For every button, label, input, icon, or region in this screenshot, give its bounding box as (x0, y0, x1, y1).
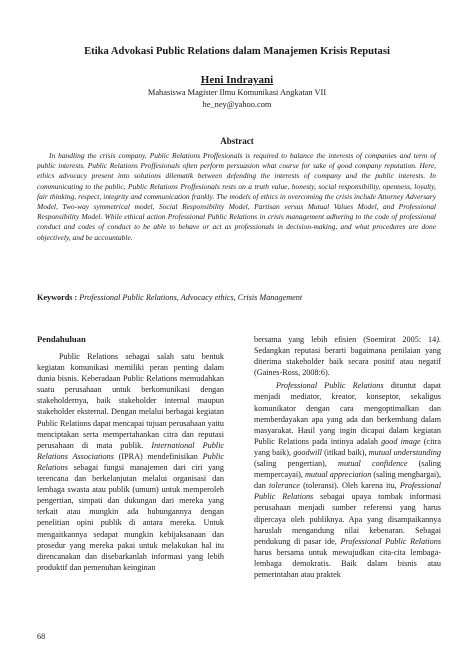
right-p2-text-h: sebagai upaya tombak informasi perusahaan menjadi sumber referensi yang harus dipercaya oleh publiknya. Apa yang disampaikannya haruslah mengandung nilai kebenaran. Sebagai pendukung di pasar ide, (254, 492, 441, 546)
right-paragraph-continued (254, 334, 441, 378)
left-p1-text-b: (IPRA) mendefinisikan (113, 451, 203, 461)
right-p2-text-c: (itikad baik), (321, 447, 369, 457)
right-p2-text-g: (toleransi). Oleh karena itu, (299, 481, 400, 491)
right-p2-italic-8: Professional Public Relations (340, 536, 442, 546)
right-p2-italic-4: mutual confidence (338, 459, 408, 469)
right-p2-text-f: (saling menghargai), dan (254, 470, 442, 491)
right-p2-text-d: (saling pengertian), (254, 459, 339, 469)
right-p0-text-a: bersama yang lebih efisien (Soemirat 2005: 14 (254, 335, 437, 344)
abstract-text: In handling the crisis company, Public Relations Proffesionals is required to balance the interests of companies and term of public interests. Public Relations Proffesionals often perform persuasion what course for sake of good company reputation. Here, ethics advocacy present into solutions dilematik between defending the interests of company and the public interests. In communicating to the public, Public Relations Proffesionals rests on a truth value, honesty, social responsibility, openness, loyalty, fair thinking, respect, integrity and communication frankly. The models of ethics in overcoming the crisis include Attorney Adversary Model, Two-way symmetrical model, Social Responsibility Model, Partisan versus Mutual Values Model, and Professional Responsibility Model. While ethical action Professional Public Relations in crisis management adhering to the code of professional conduct and codes of conduct to be able to behave or act as professionals in decision-making, and what procedures are done objectively, and be accountable. (37, 151, 436, 242)
keywords-label: Keywords : (37, 293, 78, 302)
right-p2-italic-2: goodwill (293, 447, 322, 457)
keywords-line (37, 293, 457, 302)
keywords-text: Professional Public Relations, Advocacy ethics, Crisis Management (79, 293, 303, 302)
author-name: Heni Indrayani (200, 74, 274, 86)
left-p1-text-a: Public Relations sebagai salah satu bentuk kegiatan komunikasi memiliki peran penting dalam dunia bisnis. Keberadaan Public Relations memudahkan suatu perusahaan untuk berkomunikasi dengan stakeholdernya, baik stakeholder internal maupun stakeholder eksternal. Dengan melalui berbagai kegiatan Public Relations dapat mencapai tujuan perusahaan yaitu menciptakan serta mempertahankan citra dan reputasi perusahaan di mata publik. (37, 352, 224, 450)
left-p1-text-c: sebagai fungsi manajemen dari ciri yang terencana dan berkelanjutan melalui organisasi dan lembaga swasta atau publik (umum) untuk memperoleh pengertian, simpati dan dukungan dari mereka yang terkait atau mungkin ada hubungannya dengan penelitian opini publik di antara mereka. Untuk mengaitkannya sedapat mungkin kebijaksanaan dan prosedur yang mereka pakai untuk melakukan hal itu direncanakan dan disebarkanlah informasi yang lebih produktif dan pemenuhan keinginan (37, 462, 224, 572)
paper-title: Etika Advokasi Public Relations dalam Manajemen Krisis Reputasi (84, 46, 390, 57)
author-affiliation: Mahasiswa Magister Ilmu Komunikasi Angkatan VII (147, 88, 327, 97)
right-p2-italic-1: good image (381, 436, 421, 446)
left-column (37, 351, 224, 573)
right-p2-italic-7: Professional Public Relations (254, 481, 441, 502)
left-paragraph (37, 351, 224, 573)
section-heading: Pendahuluan (37, 334, 86, 344)
right-p0-italic: ). (436, 335, 441, 344)
right-p2-text-j: harus bersama untuk mewujudkan cita-cita lembaga-lembaga demokratis. Baik dalam bisnis atau pemerintahan atau praktek (254, 547, 441, 579)
right-p2-italic-6: tolerance (269, 481, 300, 491)
right-paragraph (254, 380, 441, 580)
left-p1-italic-pr: Public Relations (37, 451, 224, 472)
page-number: 68 (37, 632, 46, 641)
right-p2-italic-5: mutual appreciation (304, 470, 372, 480)
right-p2-text-a: dituntut dapat menjadi mediator, kreator, konseptor, sekaligus komunikator dengan cara mengoptimalkan dan memberdayakan apa yang ada dan berkembang dalam masyarakat. Hasil yang ingin dicapai dalam kegiatan Public Relations pada intinya adalah (254, 381, 441, 446)
right-p2-text-e: (saling mempercayai), (254, 459, 441, 480)
author-email: he_ney@yahoo.com (202, 100, 272, 109)
right-p2-italic-ppr: Professional Public Relations (276, 381, 384, 391)
right-column (254, 334, 441, 580)
right-p2-text-b: (citra yang baik), (254, 436, 441, 457)
left-p1-italic-ipra: International Public Relations Associations (37, 440, 224, 461)
right-p2-italic-3: mutual understanding (368, 447, 441, 457)
abstract-heading: Abstract (220, 136, 254, 146)
right-p0-text-b: Sedangkan reputasi berarti bagaimana penilaian yang diterima stakeholder baik secara positif atau negatif (Gaines-Ross, 2008:6). (254, 346, 441, 378)
